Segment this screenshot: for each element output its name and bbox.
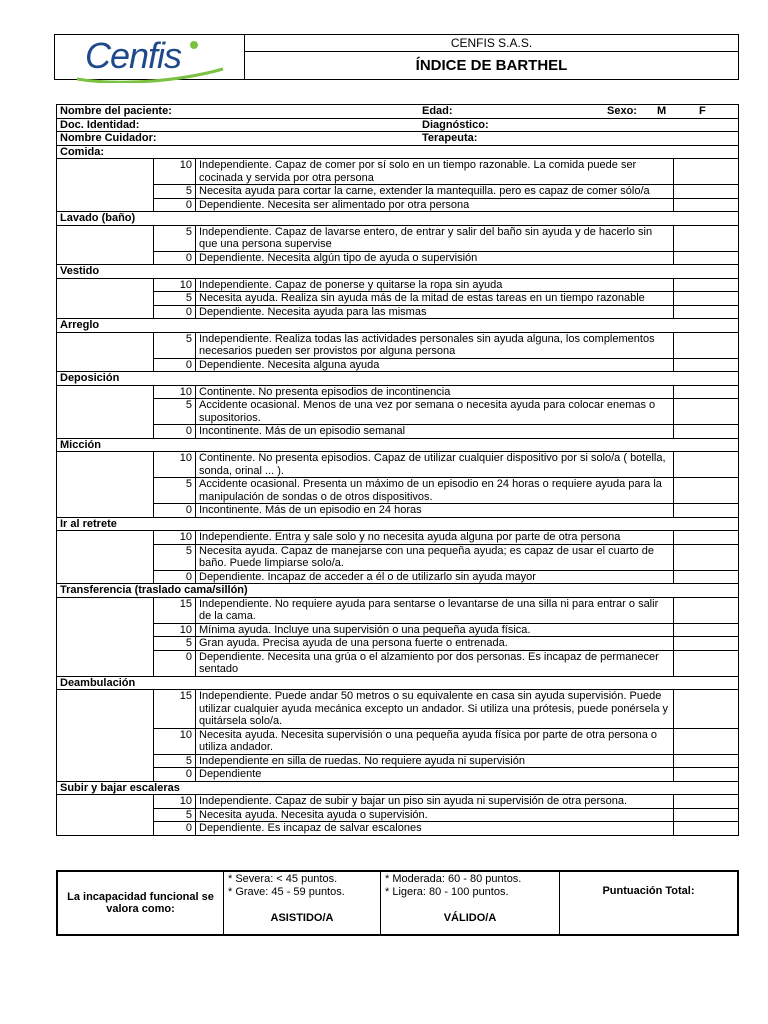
points-value: 5 — [154, 637, 196, 651]
score-option-row — [57, 159, 739, 185]
points-value: 10 — [154, 159, 196, 185]
document-title: ÍNDICE DE BARTHEL — [415, 57, 568, 74]
score-option-row — [57, 597, 739, 623]
points-value: 0 — [154, 305, 196, 319]
points-value: 0 — [154, 198, 196, 212]
footer-label: La incapacidad funcional se valora como: — [58, 872, 224, 935]
option-description: Dependiente. Necesita ser alimentado por otra persona — [196, 198, 674, 212]
section-blank-cell — [57, 531, 154, 584]
option-description: Dependiente — [196, 768, 674, 782]
section-title: Lavado (baño) — [57, 212, 739, 226]
option-description: Independiente. Entra y sale solo y no necesita ayuda alguna por parte de otra persona — [196, 531, 674, 545]
score-option-row — [57, 504, 739, 518]
option-description: Necesita ayuda. Realiza sin ayuda más de la mitad de estas tareas en un tiempo razonable — [196, 292, 674, 306]
option-description: Necesita ayuda. Capaz de manejarse con una pequeña ayuda; es capaz de usar el cuarto de baño. Puede limpiarse solo/a. — [196, 544, 674, 570]
option-description: Accidente ocasional. Presenta un máximo de un episodio en 24 horas o requiere ayuda para la manipulación de sondas o de otros dispositivos. — [196, 478, 674, 504]
section-title: Deambulación — [57, 676, 739, 690]
grave-range: * Grave: 45 - 59 puntos. — [228, 885, 345, 898]
total-score-label: Puntuación Total: — [602, 885, 695, 897]
points-value: 0 — [154, 822, 196, 836]
option-description: Independiente. No requiere ayuda para sentarse o levantarse de una silla ni para entrar o salir de la cama. — [196, 597, 674, 623]
points-value: 5 — [154, 544, 196, 570]
score-mark-cell[interactable] — [674, 305, 739, 319]
score-mark-cell[interactable] — [674, 225, 739, 251]
score-option-row — [57, 278, 739, 292]
points-value: 10 — [154, 278, 196, 292]
footer-valid-cell — [381, 872, 560, 935]
score-option-row — [57, 425, 739, 439]
severe-range: * Severa: < 45 puntos. — [228, 873, 338, 885]
score-option-row — [57, 808, 739, 822]
points-value: 0 — [154, 425, 196, 439]
score-mark-cell[interactable] — [674, 597, 739, 623]
points-value: 5 — [154, 185, 196, 199]
diagnosis-label: Diagnóstico: — [422, 118, 489, 131]
sex-f-option[interactable]: F — [699, 105, 706, 117]
score-option-row — [57, 251, 739, 265]
option-description: Dependiente. Es incapaz de salvar escalones — [196, 822, 674, 836]
score-mark-cell[interactable] — [674, 544, 739, 570]
section-title: Arreglo — [57, 319, 739, 333]
score-option-row — [57, 399, 739, 425]
section-header — [57, 145, 739, 159]
points-value: 15 — [154, 597, 196, 623]
barthel-table — [56, 104, 739, 836]
assisted-label: ASISTIDO/A — [270, 912, 334, 924]
points-value: 10 — [154, 728, 196, 754]
section-header — [57, 212, 739, 226]
score-mark-cell[interactable] — [674, 690, 739, 729]
points-value: 5 — [154, 808, 196, 822]
points-value: 10 — [154, 795, 196, 809]
caregiver-label: Nombre Cuidador: — [60, 132, 157, 144]
option-description: Independiente en silla de ruedas. No requiere ayuda ni supervisión — [196, 754, 674, 768]
score-mark-cell[interactable] — [674, 808, 739, 822]
section-title: Deposición — [57, 372, 739, 386]
option-description: Independiente. Realiza todas las actividades personales sin ayuda alguna, los complementos necesarios pueden ser provistos por alguna persona — [196, 332, 674, 358]
score-mark-cell[interactable] — [674, 385, 739, 399]
score-option-row — [57, 754, 739, 768]
score-option-row — [57, 544, 739, 570]
option-description: Accidente ocasional. Menos de una vez por semana o necesita ayuda para colocar enemas o supositorios. — [196, 399, 674, 425]
score-mark-cell[interactable] — [674, 251, 739, 265]
score-mark-cell[interactable] — [674, 399, 739, 425]
section-title: Transferencia (traslado cama/sillón) — [57, 584, 739, 598]
option-description: Incontinente. Más de un episodio semanal — [196, 425, 674, 439]
score-mark-cell[interactable] — [674, 822, 739, 836]
points-value: 5 — [154, 225, 196, 251]
option-description: Continente. No presenta episodios de incontinencia — [196, 385, 674, 399]
points-value: 5 — [154, 292, 196, 306]
option-description: Necesita ayuda para cortar la carne, extender la mantequilla. pero es capaz de comer sólo/a — [196, 185, 674, 199]
score-mark-cell[interactable] — [674, 768, 739, 782]
points-value: 0 — [154, 358, 196, 372]
section-header — [57, 372, 739, 386]
points-value: 5 — [154, 754, 196, 768]
score-mark-cell[interactable] — [674, 332, 739, 358]
section-header — [57, 319, 739, 333]
score-option-row — [57, 185, 739, 199]
company-name: CENFIS S.A.S. — [245, 35, 738, 52]
option-description: Independiente. Puede andar 50 metros o su equivalente en casa sin ayuda supervisión. Puede utilizar cualquier ayuda mecánica excepto un andador. Si utiliza una prótesis, puede ponérsela y quitársela solo/a. — [196, 690, 674, 729]
section-title: Micción — [57, 438, 739, 452]
option-description: Necesita ayuda. Necesita supervisión o una pequeña ayuda física por parte de otra persona o utiliza andador. — [196, 728, 674, 754]
points-value: 5 — [154, 332, 196, 358]
light-range: * Ligera: 80 - 100 puntos. — [385, 885, 509, 898]
patient-row-1 — [57, 105, 739, 119]
score-option-row — [57, 650, 739, 676]
points-value: 10 — [154, 385, 196, 399]
section-header — [57, 438, 739, 452]
score-mark-cell[interactable] — [674, 531, 739, 545]
points-value: 0 — [154, 768, 196, 782]
score-option-row — [57, 358, 739, 372]
score-option-row — [57, 822, 739, 836]
score-mark-cell[interactable] — [674, 728, 739, 754]
patient-row-3 — [57, 132, 739, 146]
option-description: Independiente. Capaz de comer por sí solo en un tiempo razonable. La comida puede ser cocinada y servida por otra persona — [196, 159, 674, 185]
option-description: Mínima ayuda. Incluye una supervisión o una pequeña ayuda física. — [196, 623, 674, 637]
section-blank-cell — [57, 597, 154, 676]
moderate-range: * Moderada: 60 - 80 puntos. — [385, 873, 522, 885]
points-value: 10 — [154, 623, 196, 637]
score-mark-cell[interactable] — [674, 358, 739, 372]
score-option-row — [57, 531, 739, 545]
section-blank-cell — [57, 452, 154, 518]
points-value: 0 — [154, 504, 196, 518]
section-header — [57, 676, 739, 690]
footer-assisted-cell — [224, 872, 381, 935]
section-header — [57, 584, 739, 598]
section-title: Vestido — [57, 265, 739, 279]
option-description: Dependiente. Necesita algún tipo de ayuda o supervisión — [196, 251, 674, 265]
score-mark-cell[interactable] — [674, 452, 739, 478]
cenfis-logo — [55, 35, 245, 79]
section-blank-cell — [57, 278, 154, 319]
document-header — [54, 34, 739, 80]
patient-name-label: Nombre del paciente: — [60, 105, 172, 117]
score-option-row — [57, 305, 739, 319]
score-mark-cell[interactable] — [674, 623, 739, 637]
score-mark-cell[interactable] — [674, 278, 739, 292]
option-description: Independiente. Capaz de subir y bajar un piso sin ayuda ni supervisión de otra persona. — [196, 795, 674, 809]
section-title: Ir al retrete — [57, 517, 739, 531]
points-value: 5 — [154, 478, 196, 504]
age-label: Edad: — [422, 105, 453, 117]
option-description: Dependiente. Necesita una grúa o el alzamiento por dos personas. Es incapaz de permanecer sentado — [196, 650, 674, 676]
score-mark-cell[interactable] — [674, 425, 739, 439]
id-label: Doc. Identidad: — [60, 118, 140, 131]
score-mark-cell[interactable] — [674, 650, 739, 676]
score-mark-cell[interactable] — [674, 198, 739, 212]
option-description: Dependiente. Incapaz de acceder a él o de utilizarlo sin ayuda mayor — [196, 570, 674, 584]
section-title: Subir y bajar escaleras — [57, 781, 739, 795]
score-mark-cell[interactable] — [674, 754, 739, 768]
valid-label: VÁLIDO/A — [443, 912, 497, 924]
score-mark-cell[interactable] — [674, 637, 739, 651]
footer-total-cell[interactable] — [560, 872, 738, 935]
score-option-row — [57, 478, 739, 504]
option-description: Independiente. Capaz de ponerse y quitarse la ropa sin ayuda — [196, 278, 674, 292]
section-header — [57, 265, 739, 279]
patient-row-2 — [57, 118, 739, 132]
sex-m-option[interactable]: M — [657, 105, 667, 117]
option-description: Continente. No presenta episodios. Capaz de utilizar cualquier dispositivo por si solo/a ( botella, sonda, orinal ... ). — [196, 452, 674, 478]
score-option-row — [57, 292, 739, 306]
sex-label: Sexo: — [607, 105, 637, 117]
score-mark-cell[interactable] — [674, 795, 739, 809]
points-value: 10 — [154, 531, 196, 545]
section-blank-cell — [57, 332, 154, 372]
option-description: Incontinente. Más de un episodio en 24 horas — [196, 504, 674, 518]
score-option-row — [57, 637, 739, 651]
score-option-row — [57, 623, 739, 637]
section-header — [57, 781, 739, 795]
score-mark-cell[interactable] — [674, 478, 739, 504]
option-description: Necesita ayuda. Necesita ayuda o supervisión. — [196, 808, 674, 822]
points-value: 0 — [154, 650, 196, 676]
section-header — [57, 517, 739, 531]
points-value: 10 — [154, 452, 196, 478]
option-description: Dependiente. Necesita ayuda para las mismas — [196, 305, 674, 319]
section-blank-cell — [57, 225, 154, 265]
score-mark-cell[interactable] — [674, 570, 739, 584]
score-mark-cell[interactable] — [674, 504, 739, 518]
points-value: 5 — [154, 399, 196, 425]
option-description: Independiente. Capaz de lavarse entero, de entrar y salir del baño sin ayuda y de hacerlo sin que una persona supervise — [196, 225, 674, 251]
score-option-row — [57, 452, 739, 478]
points-value: 15 — [154, 690, 196, 729]
score-option-row — [57, 570, 739, 584]
score-mark-cell[interactable] — [674, 185, 739, 199]
logo-text: Cenfis — [85, 35, 182, 76]
score-option-row — [57, 768, 739, 782]
section-blank-cell — [57, 690, 154, 782]
score-mark-cell[interactable] — [674, 292, 739, 306]
score-option-row — [57, 225, 739, 251]
section-title: Comida: — [57, 145, 739, 159]
option-description: Dependiente. Necesita alguna ayuda — [196, 358, 674, 372]
points-value: 0 — [154, 251, 196, 265]
score-option-row — [57, 728, 739, 754]
section-blank-cell — [57, 385, 154, 438]
score-option-row — [57, 385, 739, 399]
score-option-row — [57, 198, 739, 212]
therapist-label: Terapeuta: — [422, 132, 478, 144]
section-blank-cell — [57, 795, 154, 836]
option-description: Gran ayuda. Precisa ayuda de una persona fuerte o entrenada. — [196, 637, 674, 651]
score-option-row — [57, 795, 739, 809]
scoring-footer — [56, 870, 739, 936]
score-mark-cell[interactable] — [674, 159, 739, 185]
score-option-row — [57, 332, 739, 358]
section-blank-cell — [57, 159, 154, 212]
points-value: 0 — [154, 570, 196, 584]
score-option-row — [57, 690, 739, 729]
